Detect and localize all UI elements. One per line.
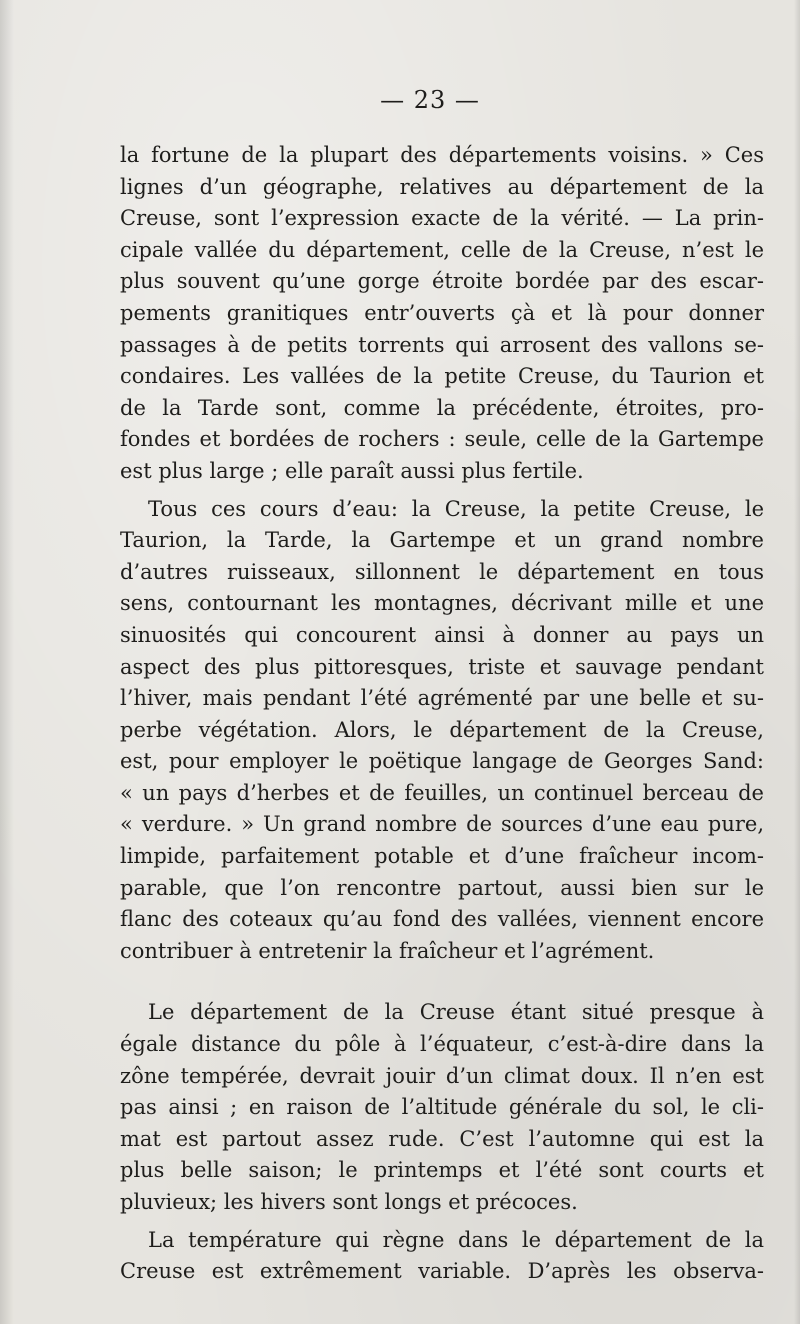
section-gap <box>120 967 764 997</box>
text-line: pluvieux; les hivers sont longs et précoces. <box>120 1190 578 1214</box>
text-line: La température qui règne dans le département de la <box>148 1227 764 1252</box>
page-edge-shadow <box>794 0 800 1324</box>
text-line: fondes et bordées de rochers : seule, celle de la Gartempe <box>120 427 764 452</box>
text-line: « verdure. » Un grand nombre de sources d’une eau pure, <box>120 812 764 837</box>
text-line: flanc des coteaux qu’au fond des vallées, viennent encore <box>120 907 764 932</box>
paragraph <box>120 997 764 1218</box>
text-line: limpide, parfaitement potable et d’une fraîcheur incom- <box>120 844 764 869</box>
page-gutter-shadow <box>0 0 14 1324</box>
text-line: plus souvent qu’une gorge étroite bordée par des escar- <box>120 269 764 294</box>
text-line: contribuer à entretenir la fraîcheur et l’agrément. <box>120 938 655 963</box>
text-line: passages à de petits torrents qui arrosent des vallons se- <box>120 332 764 357</box>
page-number: — 23 — <box>380 86 480 114</box>
text-line: Creuse, sont l’expression exacte de la vérité. — La prin- <box>120 206 764 231</box>
text-line: cipale vallée du département, celle de la Creuse, n’est le <box>120 237 764 262</box>
text-line: de la Tarde sont, comme la précédente, étroites, pro- <box>120 395 764 420</box>
paragraph <box>120 140 764 488</box>
text-line: Taurion, la Tarde, la Gartempe et un grand nombre <box>120 528 764 553</box>
text-line: perbe végétation. Alors, le département de la Creuse, <box>120 717 764 742</box>
text-line: l’hiver, mais pendant l’été agrémenté par une belle et su- <box>120 686 764 711</box>
text-line: mat est partout assez rude. C’est l’automne qui est la <box>120 1126 764 1151</box>
body-text <box>120 140 764 1288</box>
text-line: sinuosités qui concourent ainsi à donner au pays un <box>120 622 764 647</box>
text-line: parable, que l’on rencontre partout, aussi bien sur le <box>120 875 764 900</box>
text-line: pements granitiques entr’ouverts çà et là pour donner <box>120 300 764 325</box>
text-line: est, pour employer le poëtique langage de Georges Sand: <box>120 749 764 774</box>
text-line: est plus large ; elle paraît aussi plus fertile. <box>120 458 584 483</box>
paragraph <box>120 494 764 968</box>
text-line: zône tempérée, devrait jouir d’un climat doux. Il n’en est <box>120 1063 764 1088</box>
text-line: Creuse est extrêmement variable. D’après les observa- <box>120 1259 764 1284</box>
text-line: égale distance du pôle à l’équateur, c’est-à-dire dans la <box>120 1032 764 1057</box>
text-line: « un pays d’herbes et de feuilles, un continuel berceau de <box>120 780 764 805</box>
text-line: lignes d’un géographe, relatives au département de la <box>120 174 764 199</box>
text-line: aspect des plus pittoresques, triste et sauvage pendant <box>120 654 764 679</box>
text-line: plus belle saison; le printemps et l’été sont courts et <box>120 1158 764 1183</box>
text-line: condaires. Les vallées de la petite Creuse, du Taurion et <box>120 364 764 389</box>
text-line: la fortune de la plupart des départements voisins. » Ces <box>120 143 764 167</box>
text-line: d’autres ruisseaux, sillonnent le département en tous <box>120 559 764 584</box>
text-line: sens, contournant les montagnes, décrivant mille et une <box>120 591 764 616</box>
paragraph <box>120 1225 764 1288</box>
text-line: Le département de la Creuse étant situé presque à <box>148 1000 764 1025</box>
text-line: Tous ces cours d’eau: la Creuse, la petite Creuse, le <box>148 496 764 521</box>
text-line: pas ainsi ; en raison de l’altitude générale du sol, le cli- <box>120 1095 764 1120</box>
page-number-header <box>0 86 800 114</box>
